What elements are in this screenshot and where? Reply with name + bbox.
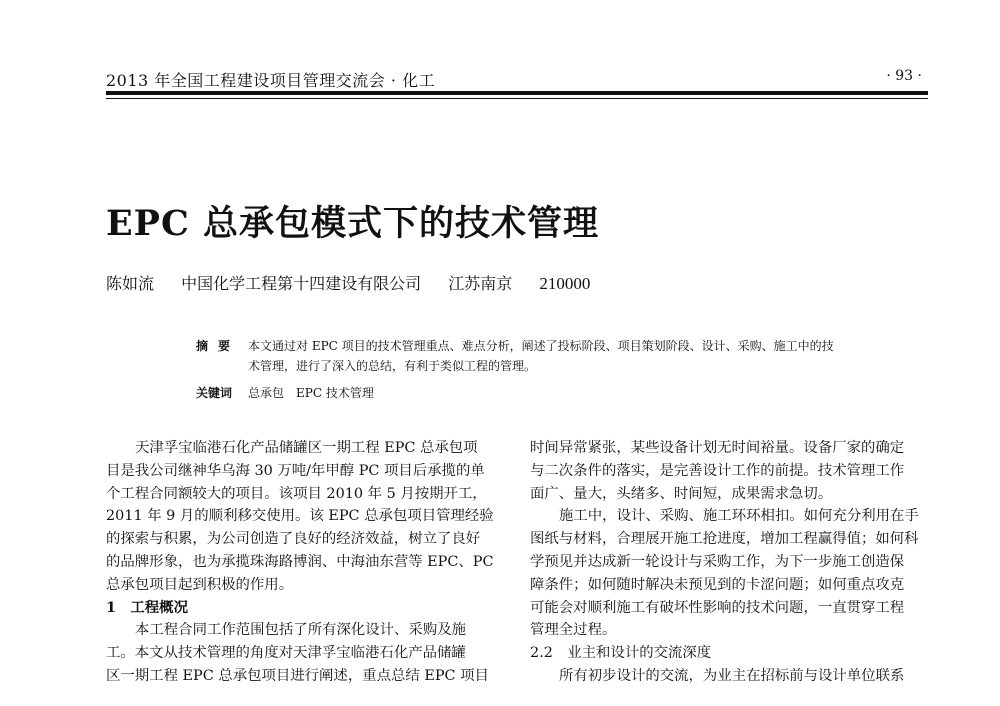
body-line: 天津孚宝临港石化产品储罐区一期工程 EPC 总承包项 bbox=[135, 440, 478, 456]
body-line: 所有初步设计的交流，为业主在招标前与设计单位联系 bbox=[559, 667, 905, 684]
body-line: 施工中，设计、采购、施工环环相扣。如何充分利用在手 bbox=[559, 508, 919, 525]
body-line: 的探索与积累，为公司创造了良好的经济效益，树立了良好 bbox=[106, 531, 481, 548]
body-line: 个工程合同额较大的项目。该项目 2010 年 5 月按期开工， bbox=[106, 485, 487, 502]
running-header bbox=[106, 64, 926, 94]
header-rule-thin bbox=[106, 98, 928, 99]
subsection-heading: 2.2 业主和设计的交流深度 bbox=[530, 645, 712, 662]
body-line: 总承包项目起到积极的作用。 bbox=[106, 576, 294, 593]
right-column bbox=[530, 437, 930, 688]
article-title: EPC 总承包模式下的技术管理 bbox=[106, 203, 600, 244]
page-number: · 93 · bbox=[886, 68, 922, 84]
body-line: 可能会对顺利施工有破坏性影响的技术问题，一直贯穿工程 bbox=[530, 599, 905, 616]
body-line: 障条件；如何随时解决未预见到的卡涩问题；如何重点攻克 bbox=[530, 576, 905, 593]
postcode: 210000 bbox=[539, 274, 591, 293]
abstract-line: 术管理，进行了深入的总结，有利于类似工程的管理。 bbox=[248, 359, 537, 373]
byline bbox=[106, 271, 612, 294]
body-line: 图纸与材料，合理展开施工抢进度，增加工程赢得值；如何科 bbox=[530, 531, 919, 548]
keywords-label: 关键词 bbox=[196, 386, 233, 400]
affiliation: 中国化学工程第十四建设有限公司 bbox=[181, 274, 422, 293]
abstract-label: 摘要 bbox=[196, 339, 241, 353]
body-line: 工。本文从技术管理的角度对天津孚宝临港石化产品储罐 bbox=[106, 645, 466, 662]
body-line: 区一期工程 EPC 总承包项目进行阐述，重点总结 EPC 项目 bbox=[106, 667, 489, 684]
body-line: 面广、量大，头绪多、时间短，成果需求急切。 bbox=[530, 485, 833, 502]
section-heading: 1 工程概况 bbox=[106, 598, 188, 616]
keywords: 总承包 EPC 技术管理 bbox=[248, 386, 374, 400]
abstract-line: 本文通过对 EPC 项目的技术管理重点、难点分析，阐述了投标阶段、项目策划阶段、设计、采购、施工中的技 bbox=[248, 339, 834, 353]
body-line: 时间异常紧张，某些设备计划无时间裕量。设备厂家的确定 bbox=[530, 440, 905, 456]
header-rule-thick bbox=[106, 91, 928, 95]
body-line: 学预见并达成新一轮设计与采购工作，为下一步施工创造保 bbox=[530, 553, 905, 570]
body-line: 与二次条件的落实，是完善设计工作的前提。技术管理工作 bbox=[530, 462, 905, 479]
body-line: 目是我公司继神华乌海 30 万吨/年甲醇 PC 项目后承揽的单 bbox=[106, 462, 485, 479]
body-line: 本工程合同工作范围包括了所有深化设计、采购及施 bbox=[135, 622, 466, 639]
body-line: 的品牌形象，也为承揽珠海路博润、中海油东营等 EPC、PC bbox=[106, 553, 494, 570]
body-line: 2011 年 9 月的顺利移交使用。该 EPC 总承包项目管理经验 bbox=[106, 508, 494, 525]
body-line: 管理全过程。 bbox=[530, 622, 617, 639]
location: 江苏南京 bbox=[448, 274, 513, 293]
author-name: 陈如流 bbox=[106, 274, 155, 293]
journal-name: 2013 年全国工程建设项目管理交流会 · 化工 bbox=[106, 71, 436, 90]
left-column bbox=[106, 437, 506, 688]
